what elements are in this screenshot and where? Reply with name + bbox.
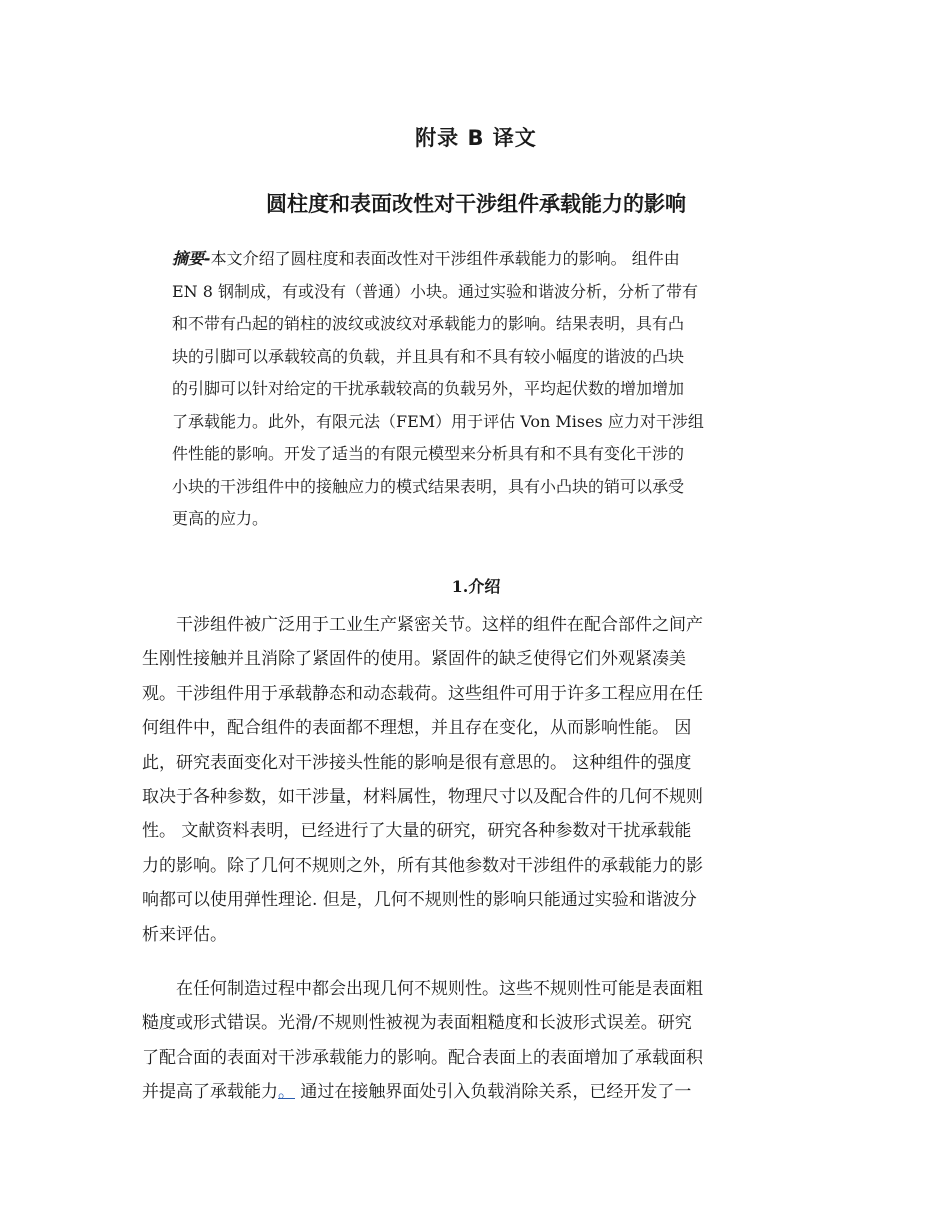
paragraph-line: 析来评估。 bbox=[142, 924, 227, 945]
paragraph-line: 力的影响。除了几何不规则之外，所有其他参数对干涉组件的承载能力的影 bbox=[142, 855, 703, 876]
paragraph-line: 在任何制造过程中都会出现几何不规则性。这些不规则性可能是表面粗 bbox=[142, 979, 703, 999]
paragraph-line: 糙度或形式错误。光滑/不规则性被视为表面粗糙度和长波形式误差。研究 bbox=[142, 1013, 692, 1034]
section-heading-introduction: 1.介绍 bbox=[451, 577, 501, 596]
paragraph-line: 性。 文献资料表明，已经进行了大量的研究，研究各种参数对干扰承载能 bbox=[142, 821, 692, 842]
paragraph-line: 响都可以使用弹性理论. 但是，几何不规则性的影响只能通过实验和谐波分 bbox=[142, 890, 697, 911]
abstract-line: 的引脚可以针对给定的干扰承载较高的负载另外，平均起伏数的增加增加 bbox=[172, 379, 685, 398]
paragraph-line: 了配合面的表面对干涉承载能力的影响。配合表面上的表面增加了承载面积 bbox=[142, 1047, 703, 1068]
paragraph-line: 何组件中，配合组件的表面都不理想，并且存在变化，从而影响性能。 因 bbox=[142, 718, 692, 739]
abstract-line bbox=[172, 243, 772, 276]
paragraph-line: 此，研究表面变化对干涉接头性能的影响是很有意思的。 这种组件的强度 bbox=[142, 752, 692, 773]
paragraph-line: 干涉组件被广泛用于工业生产紧密关节。这样的组件在配合部件之间产 bbox=[142, 615, 703, 635]
abstract-text: 本文介绍了圆柱度和表面改性对干涉组件承载能力的影响。 组件由 bbox=[210, 249, 680, 268]
abstract bbox=[172, 243, 772, 536]
abstract-line: EN 8 钢制成，有或没有（普通）小块。通过实验和谐波分析，分析了带有 bbox=[172, 281, 699, 301]
abstract-line: 和不带有凸起的销柱的波纹或波纹对承载能力的影响。结果表明，具有凸 bbox=[172, 314, 685, 333]
abstract-line: 小块的干涉组件中的接触应力的模式结果表明，具有小凸块的销可以承受 bbox=[172, 476, 685, 496]
paragraph-line bbox=[142, 1075, 814, 1109]
paragraph-2 bbox=[142, 972, 814, 1110]
paragraph-line: 取决于各种参数，如干涉量，材料属性，物理尺寸以及配合件的几何不规则 bbox=[142, 787, 703, 808]
abstract-line: 更高的应力。 bbox=[172, 509, 269, 528]
paragraph-text: 通过在接触界面处引入负载消除关系，已经开发了一 bbox=[295, 1082, 692, 1103]
paragraph-1 bbox=[142, 608, 814, 952]
reference-link[interactable]: 。 bbox=[278, 1082, 295, 1103]
paragraph-line: 观。干涉组件用于承载静态和动态载荷。这些组件可用于许多工程应用在任 bbox=[142, 683, 703, 704]
paragraph-line: 生刚性接触并且消除了紧固件的使用。紧固件的缺乏使得它们外观紧凑美 bbox=[142, 649, 686, 670]
paragraph-text: 并提高了承载能力 bbox=[142, 1082, 278, 1103]
abstract-line: 了承载能力。此外，有限元法（FEM）用于评估 Von Mises 应力对干涉组 bbox=[172, 411, 704, 431]
appendix-title: 附录 B 译文 bbox=[415, 126, 537, 150]
abstract-line: 件性能的影响。开发了适当的有限元模型来分析具有和不具有变化干涉的 bbox=[172, 444, 685, 463]
paper-title: 圆柱度和表面改性对干涉组件承载能力的影响 bbox=[266, 192, 686, 216]
abstract-label: 摘要- bbox=[172, 249, 211, 268]
abstract-line: 块的引脚可以承载较高的负载，并且具有和不具有较小幅度的谐波的凸块 bbox=[172, 346, 685, 366]
